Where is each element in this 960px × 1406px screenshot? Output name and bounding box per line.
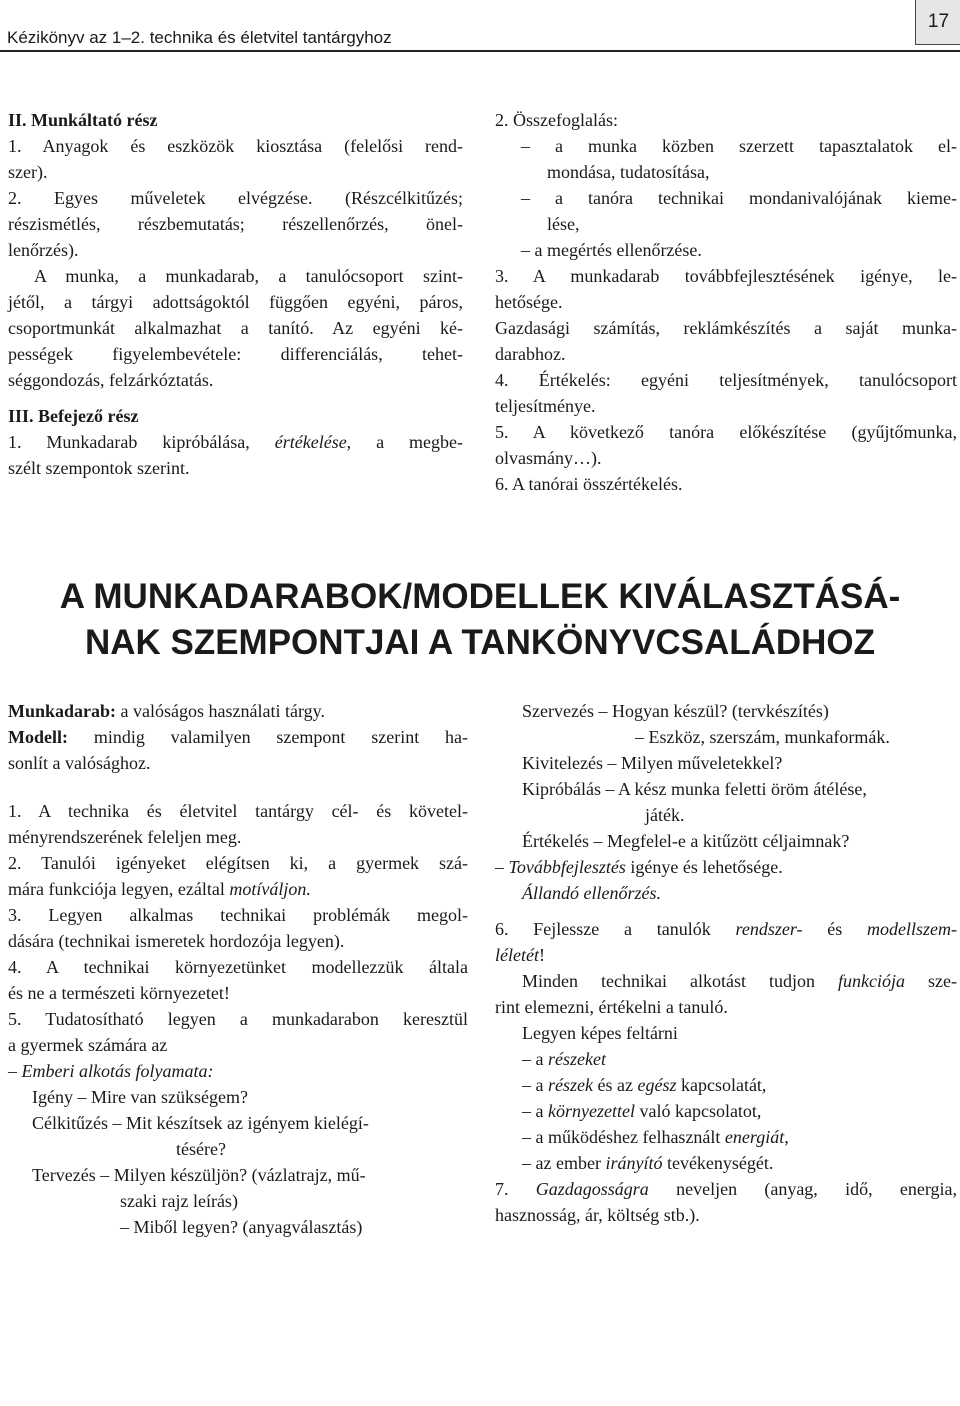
page-number: 17 [927,11,950,32]
top-left-column [8,107,463,481]
process-step: Tervezés – Milyen készüljön? (vázlatrajz, mű- [32,1165,366,1185]
para-line: jétől, a tárgyi adottságoktól függően egyéni, páros, [8,292,463,312]
header-rule [0,50,960,52]
bullet-item: – a részeket [522,1049,606,1069]
list-item: mondása, tudatosítása, [547,162,710,182]
list-item: Gazdasági számítás, reklámkészítés a saját munka- [495,318,957,338]
para-line: 1. Anyagok és eszközök kiosztása (felelősi rend- [8,136,463,156]
section-title-line: NAK SZEMPONTJAI A TANKÖNYVCSALÁDHOZ [84,623,876,662]
para-line: A munka, a munkadarab, a tanulócsoport szint- [34,266,463,286]
top-right-column [495,107,957,497]
list-item: 5. Tudatosítható legyen a munkadarabon keresztül [8,1009,468,1029]
para-line: szer). [8,162,48,182]
list-item: lése, [547,214,580,234]
list-item: hasznosság, ár, költség stb.). [495,1205,700,1225]
process-step: Kipróbálás – A kész munka feletti öröm átélése, [522,779,867,799]
list-item: léletét! [495,945,545,965]
para-line: lenőrzés). [8,240,79,260]
para-line: Minden technikai alkotást tudjon funkciója sze- [522,971,957,991]
list-item: mára funkciója legyen, ezáltal motíváljon. [8,879,311,899]
list-item: 7. Gazdagosságra neveljen (anyag, idő, energia, [495,1179,957,1199]
list-item: és ne a természeti környezetet! [8,983,230,1003]
list-item: – a munka közben szerzett tapasztalatok el- [521,136,957,156]
process-step: Igény – Mire van szükségem? [32,1087,248,1107]
list-item: 6. Fejlessze a tanulók rendszer- és modellszem- [495,919,957,939]
list-item: 4. Értékelés: egyéni teljesítmények, tanulócsoport [495,370,957,390]
process-step: játék. [645,805,685,825]
list-item: 3. Legyen alkalmas technikai problémák megol- [8,905,468,925]
list-item: 6. A tanórai összértékelés. [495,474,683,494]
bullet-item: – a környezettel való kapcsolatot, [522,1101,762,1121]
process-step: Célkitűzés – Mit készítsek az igényem kielégí- [32,1113,369,1133]
page-number-box [915,0,960,45]
list-item: ményrendszerének feleljen meg. [8,827,242,847]
list-item: 2. Tanulói igényeket elégítsen ki, a gyermek szá- [8,853,468,873]
process-step: Szervezés – Hogyan készül? (tervkészítés) [522,701,829,721]
para-line: szélt szempontok szerint. [8,458,190,478]
list-item: olvasmány…). [495,448,602,468]
list-item: 5. A következő tanóra előkészítése (gyűjtőmunka, [495,422,957,442]
bullet-item: – az ember irányító tevékenységét. [522,1153,774,1173]
list-item: a gyermek számára az [8,1035,168,1055]
para-line: rint elemezni, értékelni a tanuló. [495,997,728,1017]
definition-munkadarab: Munkadarab: a valóságos használati tárgy. [8,701,325,721]
running-title: Kézikönyv az 1–2. technika és életvitel tantárgyhoz [7,28,392,47]
bullet-item: – a részek és az egész kapcsolatát, [522,1075,767,1095]
process-step: – Miből legyen? (anyagválasztás) [120,1217,363,1237]
section-heading-iii: III. Befejező rész [8,406,139,426]
process-step: szaki rajz leírás) [120,1191,238,1211]
process-step: Kivitelezés – Milyen műveletekkel? [522,753,783,773]
section-title-line: A MUNKADARABOK/MODELLEK KIVÁLASZTÁSÁ- [59,577,901,616]
para-line: csoportmunkát alkalmazhat a tanító. Az egyéni ké- [8,318,463,338]
list-item: – Emberi alkotás folyamata: [8,1061,214,1081]
list-item: – a tanóra technikai mondanivalójának kieme- [521,188,957,208]
para-line: Legyen képes feltárni [522,1023,678,1043]
section-heading-ii: II. Munkáltató rész [8,110,158,130]
para-line: részismétlés, részbemutatás; részellenőrzés, önel- [8,214,463,234]
para-line: sonlít a valósághoz. [8,753,151,773]
para-line: pességek figyelembevétele: differenciálás, tehet- [8,344,463,364]
para-line: 2. Egyes műveletek elvégzése. (Részcélkitűzés; [8,188,463,208]
list-item: 3. A munkadarab továbbfejlesztésének igénye, le- [495,266,957,286]
list-item: – a megértés ellenőrzése. [521,240,702,260]
list-item: dására (technikai ismeretek hordozója legyen). [8,931,345,951]
list-item: 1. A technika és életvitel tantárgy cél- és követel- [8,801,468,821]
list-item: teljesítménye. [495,396,596,416]
process-step: – Továbbfejlesztés igénye és lehetősége. [495,857,783,877]
list-item: darabhoz. [495,344,566,364]
process-step: – Eszköz, szerszám, munkaformák. [635,727,890,747]
process-step: Értékelés – Megfelel-e a kitűzött céljaimnak? [522,831,850,851]
list-item: 2. Összefoglalás: [495,110,618,130]
list-item: hetősége. [495,292,563,312]
bottom-left-column [8,698,468,1240]
definition-modell: Modell: mindig valamilyen szempont szerint ha- [8,727,468,747]
process-step: tésére? [176,1139,226,1159]
bullet-item: – a működéshez felhasznált energiát, [522,1127,789,1147]
para-line: 1. Munkadarab kipróbálása, értékelése, a megbe- [8,432,464,452]
section-title [0,574,960,666]
list-item: 4. A technikai környezetünket modellezzük általa [8,957,468,977]
process-step: Állandó ellenőrzés. [522,883,661,903]
para-line: séggondozás, felzárkóztatás. [8,370,214,390]
bottom-right-column [495,698,957,1228]
